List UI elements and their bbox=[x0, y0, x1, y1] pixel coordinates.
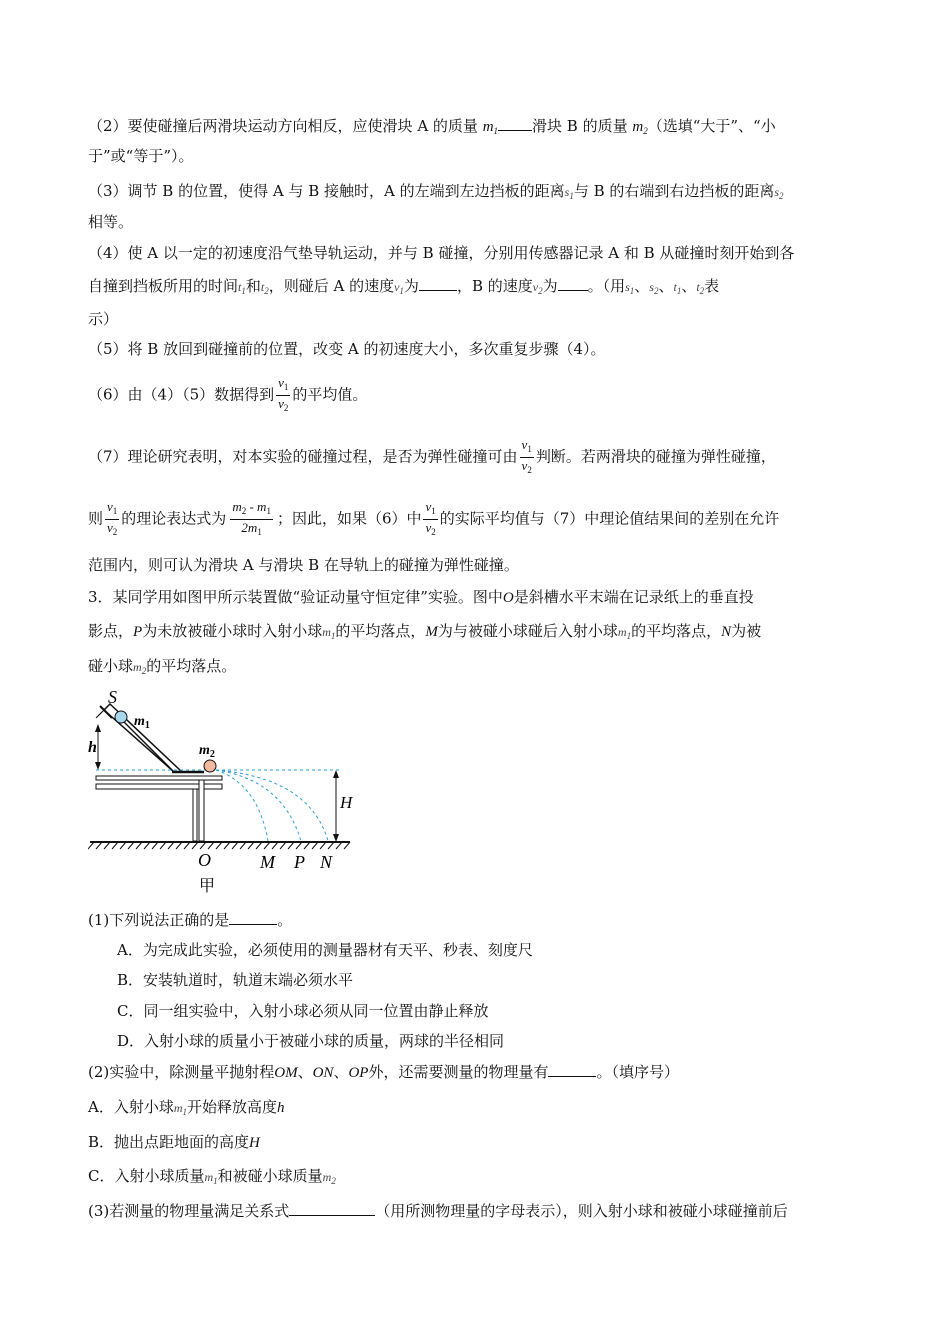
step6-line bbox=[88, 375, 367, 416]
var-H: H bbox=[249, 1135, 260, 1151]
sub2-option-C-text2: 和被碰小球质量 bbox=[217, 1167, 323, 1185]
var-OP: OP bbox=[348, 1065, 369, 1081]
option-C[interactable] bbox=[117, 1001, 488, 1021]
q3-line3 bbox=[88, 656, 236, 681]
label-M: M bbox=[260, 852, 275, 872]
var-O: O bbox=[502, 590, 514, 606]
q3-line1 bbox=[88, 587, 754, 608]
step7-line3 bbox=[88, 555, 519, 575]
label-m1: $m_1$ bbox=[134, 714, 150, 731]
sym-t1: $t_1$ bbox=[238, 280, 246, 296]
hatch-mark bbox=[272, 842, 278, 849]
step3-text-c: 相等。 bbox=[88, 213, 134, 231]
hatch-mark bbox=[248, 842, 254, 849]
sym-m2: $m_2$ bbox=[322, 1170, 336, 1186]
step4-text-f: ，B 的速度 bbox=[456, 277, 533, 295]
option-B[interactable] bbox=[117, 970, 353, 990]
hatch-mark bbox=[160, 842, 166, 849]
sub2-option-A[interactable] bbox=[88, 1097, 285, 1122]
q3-text-f: 为与被碰小球碰后入射小球 bbox=[437, 622, 618, 640]
q3-text-g: 的平均落点， bbox=[631, 622, 722, 640]
step3-line2 bbox=[88, 212, 133, 232]
sym-m2: $m_2$ bbox=[133, 660, 147, 676]
hatch-mark bbox=[208, 842, 214, 849]
sub1-text: (1)下列说法正确的是 bbox=[88, 911, 230, 929]
label-H: H bbox=[340, 793, 353, 812]
var-N: N bbox=[721, 624, 732, 640]
sub2-option-A-text2: 开始释放高度 bbox=[187, 1098, 278, 1116]
step4-line3 bbox=[88, 309, 118, 329]
answer-blank-sub1[interactable] bbox=[229, 910, 277, 925]
q3-text-b: 是斜槽水平末端在记录纸上的垂直投 bbox=[513, 588, 754, 606]
step2-text-a: （2）要使碰撞后两滑块运动方向相反，应使滑块 A 的质量 bbox=[88, 117, 483, 135]
step5-line bbox=[88, 339, 606, 359]
label-S: S bbox=[108, 688, 117, 707]
step7-text-b: 判断。若两滑块的碰撞为弹性碰撞， bbox=[535, 447, 776, 466]
hatch-mark bbox=[216, 842, 222, 849]
sub2-question bbox=[88, 1062, 679, 1083]
option-C-text: C．同一组实验中，入射小球必须从同一位置由静止释放 bbox=[117, 1002, 489, 1020]
step4-text-c: 和 bbox=[245, 277, 261, 295]
sub2-option-A-text: A．入射小球 bbox=[88, 1098, 174, 1116]
step7-text-c: 则 bbox=[88, 509, 104, 528]
step2-line1 bbox=[88, 116, 776, 141]
step4-line2 bbox=[88, 276, 719, 301]
sym-v2: $v_2$ bbox=[532, 280, 543, 296]
step3-text-a: （3）调节 B 的位置，使得 A 与 B 接触时，A 的左端到左边挡板的距离 bbox=[88, 182, 565, 200]
sep: 、 bbox=[333, 1063, 349, 1081]
sym-t1b: $t_1$ bbox=[673, 280, 682, 296]
hatch-mark bbox=[288, 842, 294, 849]
answer-blank-mass-compare[interactable] bbox=[498, 116, 532, 131]
sep: 、 bbox=[634, 277, 650, 295]
var-h: h bbox=[277, 1100, 285, 1116]
sym-m1: $m_1$ bbox=[617, 625, 632, 641]
label-m2: $m_2$ bbox=[199, 743, 215, 760]
q3-text-d: 为未放被碰小球时入射小球 bbox=[142, 622, 323, 640]
hatch-mark bbox=[104, 842, 110, 849]
hatch-mark bbox=[144, 842, 150, 849]
q3-line2 bbox=[88, 621, 761, 646]
hatch-mark bbox=[168, 842, 174, 849]
sub2-text-a: (2)实验中，除测量平抛射程 bbox=[88, 1063, 275, 1081]
step2-text-d: 于”或“等于”）。 bbox=[88, 147, 194, 165]
hatch-mark bbox=[264, 842, 270, 849]
hatch-mark bbox=[136, 842, 142, 849]
hatch-mark bbox=[256, 842, 262, 849]
hatch-mark bbox=[112, 842, 118, 849]
sub2-text-c: 。（填序号） bbox=[596, 1063, 679, 1081]
sub1-end: 。 bbox=[277, 911, 293, 929]
answer-blank-v2[interactable] bbox=[558, 276, 588, 291]
table-surface bbox=[96, 776, 222, 780]
sym-s2: $s_2$ bbox=[774, 185, 784, 201]
sub2-option-B[interactable] bbox=[88, 1132, 260, 1153]
fraction-v1-over-v2: $\frac{v_1}{v_2}$ bbox=[107, 499, 118, 537]
step3-text-b: 与 B 的右端到右边挡板的距离 bbox=[573, 182, 775, 200]
fraction-v1-over-v2: $\frac{v_1}{v_2}$ bbox=[278, 375, 289, 413]
step4-text-b: 自撞到挡板所用的时间 bbox=[88, 277, 239, 295]
sym-m1: $m_1$ bbox=[204, 1170, 218, 1186]
step4-text-g: 为 bbox=[542, 277, 558, 295]
step4-line1 bbox=[88, 243, 794, 263]
figure-caption: 甲 bbox=[199, 878, 216, 895]
hatch-mark bbox=[336, 842, 342, 849]
sub3-text-a: (3)若测量的物理量满足关系式 bbox=[88, 1202, 290, 1220]
step2-line2 bbox=[88, 146, 194, 166]
sym-s1b: $s_1$ bbox=[625, 280, 635, 296]
ground-hatching bbox=[88, 842, 350, 849]
step7-text-f: 的实际平均值与（7）中理论值结果间的差别在允许 bbox=[439, 509, 780, 528]
ball-m2 bbox=[204, 760, 216, 772]
q3-text-a: 3．某同学用如图甲所示装置做“验证动量守恒定律”实验。图中 bbox=[88, 588, 503, 606]
step7-text-d: 的理论表达式为 bbox=[121, 509, 227, 528]
option-D[interactable] bbox=[117, 1031, 504, 1051]
label-O: O bbox=[198, 850, 211, 870]
sym-t2b: $t_2$ bbox=[696, 280, 705, 296]
experiment-figure bbox=[88, 688, 378, 898]
step6-text-b: 的平均值。 bbox=[292, 385, 368, 404]
q3-text-i: 碰小球 bbox=[88, 657, 134, 675]
sep: 、 bbox=[658, 277, 674, 295]
hatch-mark bbox=[176, 842, 182, 849]
hatch-mark bbox=[280, 842, 286, 849]
hatch-mark bbox=[224, 842, 230, 849]
var-m1: $m_1$ bbox=[482, 119, 499, 136]
hatch-mark bbox=[96, 842, 102, 849]
sub2-option-C-text: C．入射小球质量 bbox=[88, 1167, 205, 1185]
hatch-mark bbox=[240, 842, 246, 849]
sym-s2b: $s_2$ bbox=[649, 280, 659, 296]
sub3-question bbox=[88, 1201, 788, 1221]
hatch-mark bbox=[304, 842, 310, 849]
hatch-mark bbox=[232, 842, 238, 849]
sym-s1: $s_1$ bbox=[564, 185, 574, 201]
step5-text: （5）将 B 放回到碰撞前的位置，改变 A 的初速度大小，多次重复步骤（4）。 bbox=[88, 340, 606, 358]
hatch-mark bbox=[152, 842, 158, 849]
hatch-mark bbox=[312, 842, 318, 849]
answer-blank-v1[interactable] bbox=[419, 276, 457, 291]
sep: 、 bbox=[681, 277, 697, 295]
answer-blank-sub2[interactable] bbox=[548, 1062, 596, 1077]
sym-m1: $m_1$ bbox=[322, 625, 336, 641]
sym-t2: $t_2$ bbox=[260, 280, 269, 296]
hatch-mark bbox=[184, 842, 190, 849]
hatch-mark bbox=[320, 842, 326, 849]
hatch-mark bbox=[192, 842, 198, 849]
step7-text-g: 范围内，则可认为滑块 A 与滑块 B 在导轨上的碰撞为弹性碰撞。 bbox=[88, 556, 519, 574]
option-B-text: B．安装轨道时，轨道末端必须水平 bbox=[117, 971, 354, 989]
step7-line2 bbox=[88, 499, 779, 540]
var-ON: ON bbox=[312, 1065, 334, 1081]
sub1-question bbox=[88, 910, 292, 930]
trajectory-M bbox=[216, 770, 268, 841]
step4-text-h: 。（用 bbox=[587, 277, 626, 295]
sep: 、 bbox=[297, 1063, 313, 1081]
var-m2: $m_2$ bbox=[632, 119, 648, 136]
var-OM: OM bbox=[274, 1065, 298, 1081]
step4-text-a: （4）使 A 以一定的初速度沿气垫导轨运动，并与 B 碰撞，分别用传感器记录 A 和 B 从碰撞时刻开始到各 bbox=[88, 244, 795, 262]
step6-text-a: （6）由（4）（5）数据得到 bbox=[88, 385, 275, 404]
step7-text-a: （7）理论研究表明，对本实验的碰撞过程，是否为弹性碰撞可由 bbox=[88, 447, 518, 466]
trajectory-P bbox=[216, 770, 301, 841]
var-P: P bbox=[133, 624, 143, 640]
answer-blank-sub3[interactable] bbox=[289, 1201, 375, 1216]
var-M: M bbox=[425, 624, 438, 640]
label-P: P bbox=[294, 852, 305, 872]
step2-text-b: 滑块 B 的质量 bbox=[532, 117, 633, 135]
sym-v1: $v_1$ bbox=[394, 280, 404, 296]
sub2-option-B-text: B．抛出点距地面的高度 bbox=[88, 1133, 250, 1151]
sub3-text-b: （用所测物理量的字母表示），则入射小球和被碰小球碰撞前后 bbox=[375, 1202, 788, 1220]
step7-line1 bbox=[88, 437, 776, 478]
table-leg bbox=[193, 789, 197, 841]
sym-m1: $m_1$ bbox=[173, 1101, 188, 1117]
option-A[interactable] bbox=[117, 940, 533, 960]
hatch-mark bbox=[88, 842, 94, 849]
hatch-mark bbox=[296, 842, 302, 849]
ball-m1 bbox=[115, 711, 127, 723]
label-N: N bbox=[320, 852, 333, 872]
q3-text-j: 的平均落点。 bbox=[146, 657, 237, 675]
option-A-text: A．为完成此实验，必须使用的测量器材有天平、秒表、刻度尺 bbox=[117, 941, 533, 959]
hatch-mark bbox=[344, 842, 350, 849]
step7-text-e: ；因此，如果（6）中 bbox=[276, 509, 422, 528]
hatch-mark bbox=[128, 842, 134, 849]
label-h: h bbox=[88, 739, 97, 756]
q3-text-e: 的平均落点， bbox=[335, 622, 426, 640]
sub2-option-C[interactable] bbox=[88, 1166, 336, 1191]
hatch-mark bbox=[120, 842, 126, 849]
hatch-mark bbox=[328, 842, 334, 849]
hatch-mark bbox=[200, 842, 206, 849]
option-D-text: D．入射小球的质量小于被碰小球的质量，两球的半径相同 bbox=[117, 1032, 505, 1050]
q3-text-c: 影点， bbox=[88, 622, 134, 640]
step4-text-k: 示） bbox=[88, 310, 119, 328]
fraction-theory-expression: $\frac{m_2 - m_1}{2m_1}$ bbox=[232, 499, 271, 537]
fraction-v1-over-v2: $\frac{v_1}{v_2}$ bbox=[425, 499, 436, 537]
step3-line1 bbox=[88, 181, 784, 206]
step2-text-c: （选填“大于”、“小 bbox=[647, 117, 776, 135]
step4-text-j: 表 bbox=[704, 277, 720, 295]
fraction-v1-over-v2: $\frac{v_1}{v_2}$ bbox=[521, 437, 532, 475]
trajectory-N bbox=[216, 770, 328, 841]
q3-text-h: 为被 bbox=[731, 622, 762, 640]
step4-text-e: 为 bbox=[403, 277, 419, 295]
sub2-text-b: 外，还需要测量的物理量有 bbox=[368, 1063, 549, 1081]
step4-text-d: ，则碰后 A 的速度 bbox=[268, 277, 395, 295]
